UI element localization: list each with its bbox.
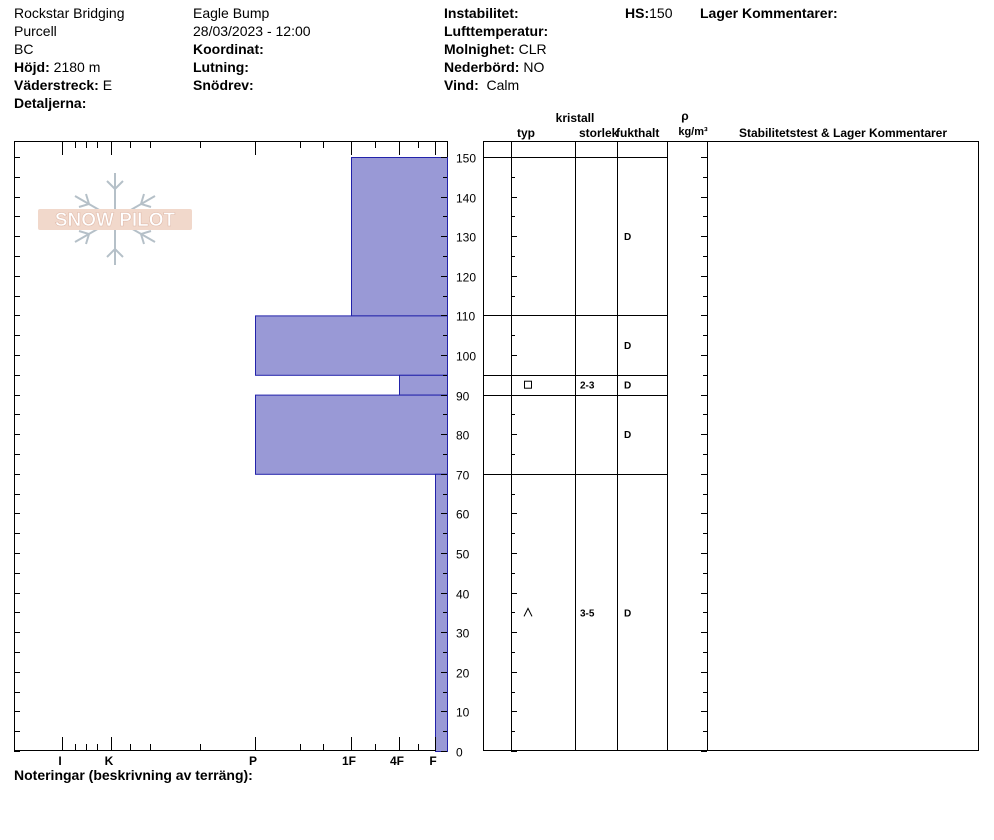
moisture-1: D [624, 341, 632, 353]
col-header-moisture: fukthalt [616, 126, 660, 140]
depth-tick-label: 70 [456, 468, 470, 483]
moisture-3: D [624, 430, 632, 442]
layer-comments-label: Lager Kommentarer: [700, 5, 838, 21]
site: Eagle Bump [193, 5, 270, 21]
precip-label: Nederbörd: [444, 59, 520, 75]
hardness-bars [256, 158, 448, 752]
moisture-4: D [624, 608, 632, 620]
range: Purcell [14, 23, 57, 39]
depth-tick-label: 150 [456, 151, 477, 166]
instability-label: Instabilitet: [444, 5, 519, 21]
depth-tick-label: 100 [456, 349, 477, 364]
hardness-tick-label: 1F [341, 754, 357, 768]
coordinate-label: Koordinat: [193, 41, 264, 57]
hardness-tick-label: I [58, 754, 62, 768]
depth-tick-label: 110 [456, 309, 476, 324]
precip-value: NO [523, 59, 545, 75]
hardness-bar-3 [256, 395, 448, 474]
slope-label: Lutning: [193, 59, 249, 75]
grain-type-square-icon [525, 381, 532, 388]
depth-tick-label: 140 [456, 191, 477, 206]
hardness-bar-1 [256, 316, 448, 375]
col-header-density-unit: kg/m³ [678, 126, 708, 138]
col-header-crystal: kristall [555, 111, 595, 125]
hardness-tick-label: 4F [389, 754, 405, 768]
grain-size-2: 2-3 [580, 380, 595, 392]
hardness-tick-label: K [104, 754, 114, 768]
col-header-rho: ρ [681, 109, 689, 123]
col-header-size: storlek [579, 126, 619, 140]
depth-tick-label: 30 [456, 626, 470, 641]
hardness-tick-label: P [248, 754, 258, 768]
wind-value: Calm [486, 77, 520, 93]
depth-tick-label: 90 [456, 389, 470, 404]
aspect-value: E [102, 77, 113, 93]
sky-label: Molnighet: [444, 41, 515, 57]
sky-value: CLR [518, 41, 547, 57]
depth-tick-label: 20 [456, 666, 470, 681]
hardness-tick-label: F [429, 754, 437, 768]
logo-text: SNOW PILOT [54, 210, 176, 231]
region: BC [14, 41, 34, 57]
elevation-value: 2180 m [53, 59, 101, 75]
details-label: Detaljerna: [14, 95, 87, 111]
aspect-label: Väderstreck: [14, 77, 99, 93]
col-header-stability: Stabilitetstest & Lager Kommentarer [738, 126, 948, 140]
depth-tick-label: 120 [456, 270, 477, 285]
hardness-bar-0 [352, 158, 448, 316]
datetime: 28/03/2023 - 12:00 [193, 23, 311, 39]
elevation-label: Höjd: [14, 59, 50, 75]
depth-tick-label: 40 [456, 587, 470, 602]
depth-tick-label: 50 [456, 547, 470, 562]
location: Rockstar Bridging [14, 5, 125, 21]
depth-tick-label: 10 [456, 705, 470, 720]
depth-tick-label: 80 [456, 428, 470, 443]
notes-label: Noteringar (beskrivning av terräng): [14, 767, 253, 783]
grain-size-4: 3-5 [580, 608, 595, 620]
snowpilot-logo [38, 173, 192, 265]
grain-type-caret-icon [524, 608, 532, 616]
grain-table-ticks [511, 158, 707, 752]
hs-value: 150 [649, 5, 673, 21]
moisture-2: D [624, 380, 632, 392]
moisture-0: D [624, 232, 632, 244]
col-header-type: typ [517, 126, 535, 140]
drift-label: Snödrev: [193, 77, 254, 93]
depth-tick-label: 130 [456, 230, 477, 245]
grain-table-frame [484, 142, 979, 751]
air-temp-label: Lufttemperatur: [444, 23, 549, 39]
depth-tick-label: 60 [456, 507, 470, 522]
hardness-bar-2 [400, 375, 448, 395]
hs-label: HS: [625, 5, 650, 21]
wind-label: Vind: [444, 77, 479, 93]
depth-tick-label: 0 [456, 745, 463, 760]
